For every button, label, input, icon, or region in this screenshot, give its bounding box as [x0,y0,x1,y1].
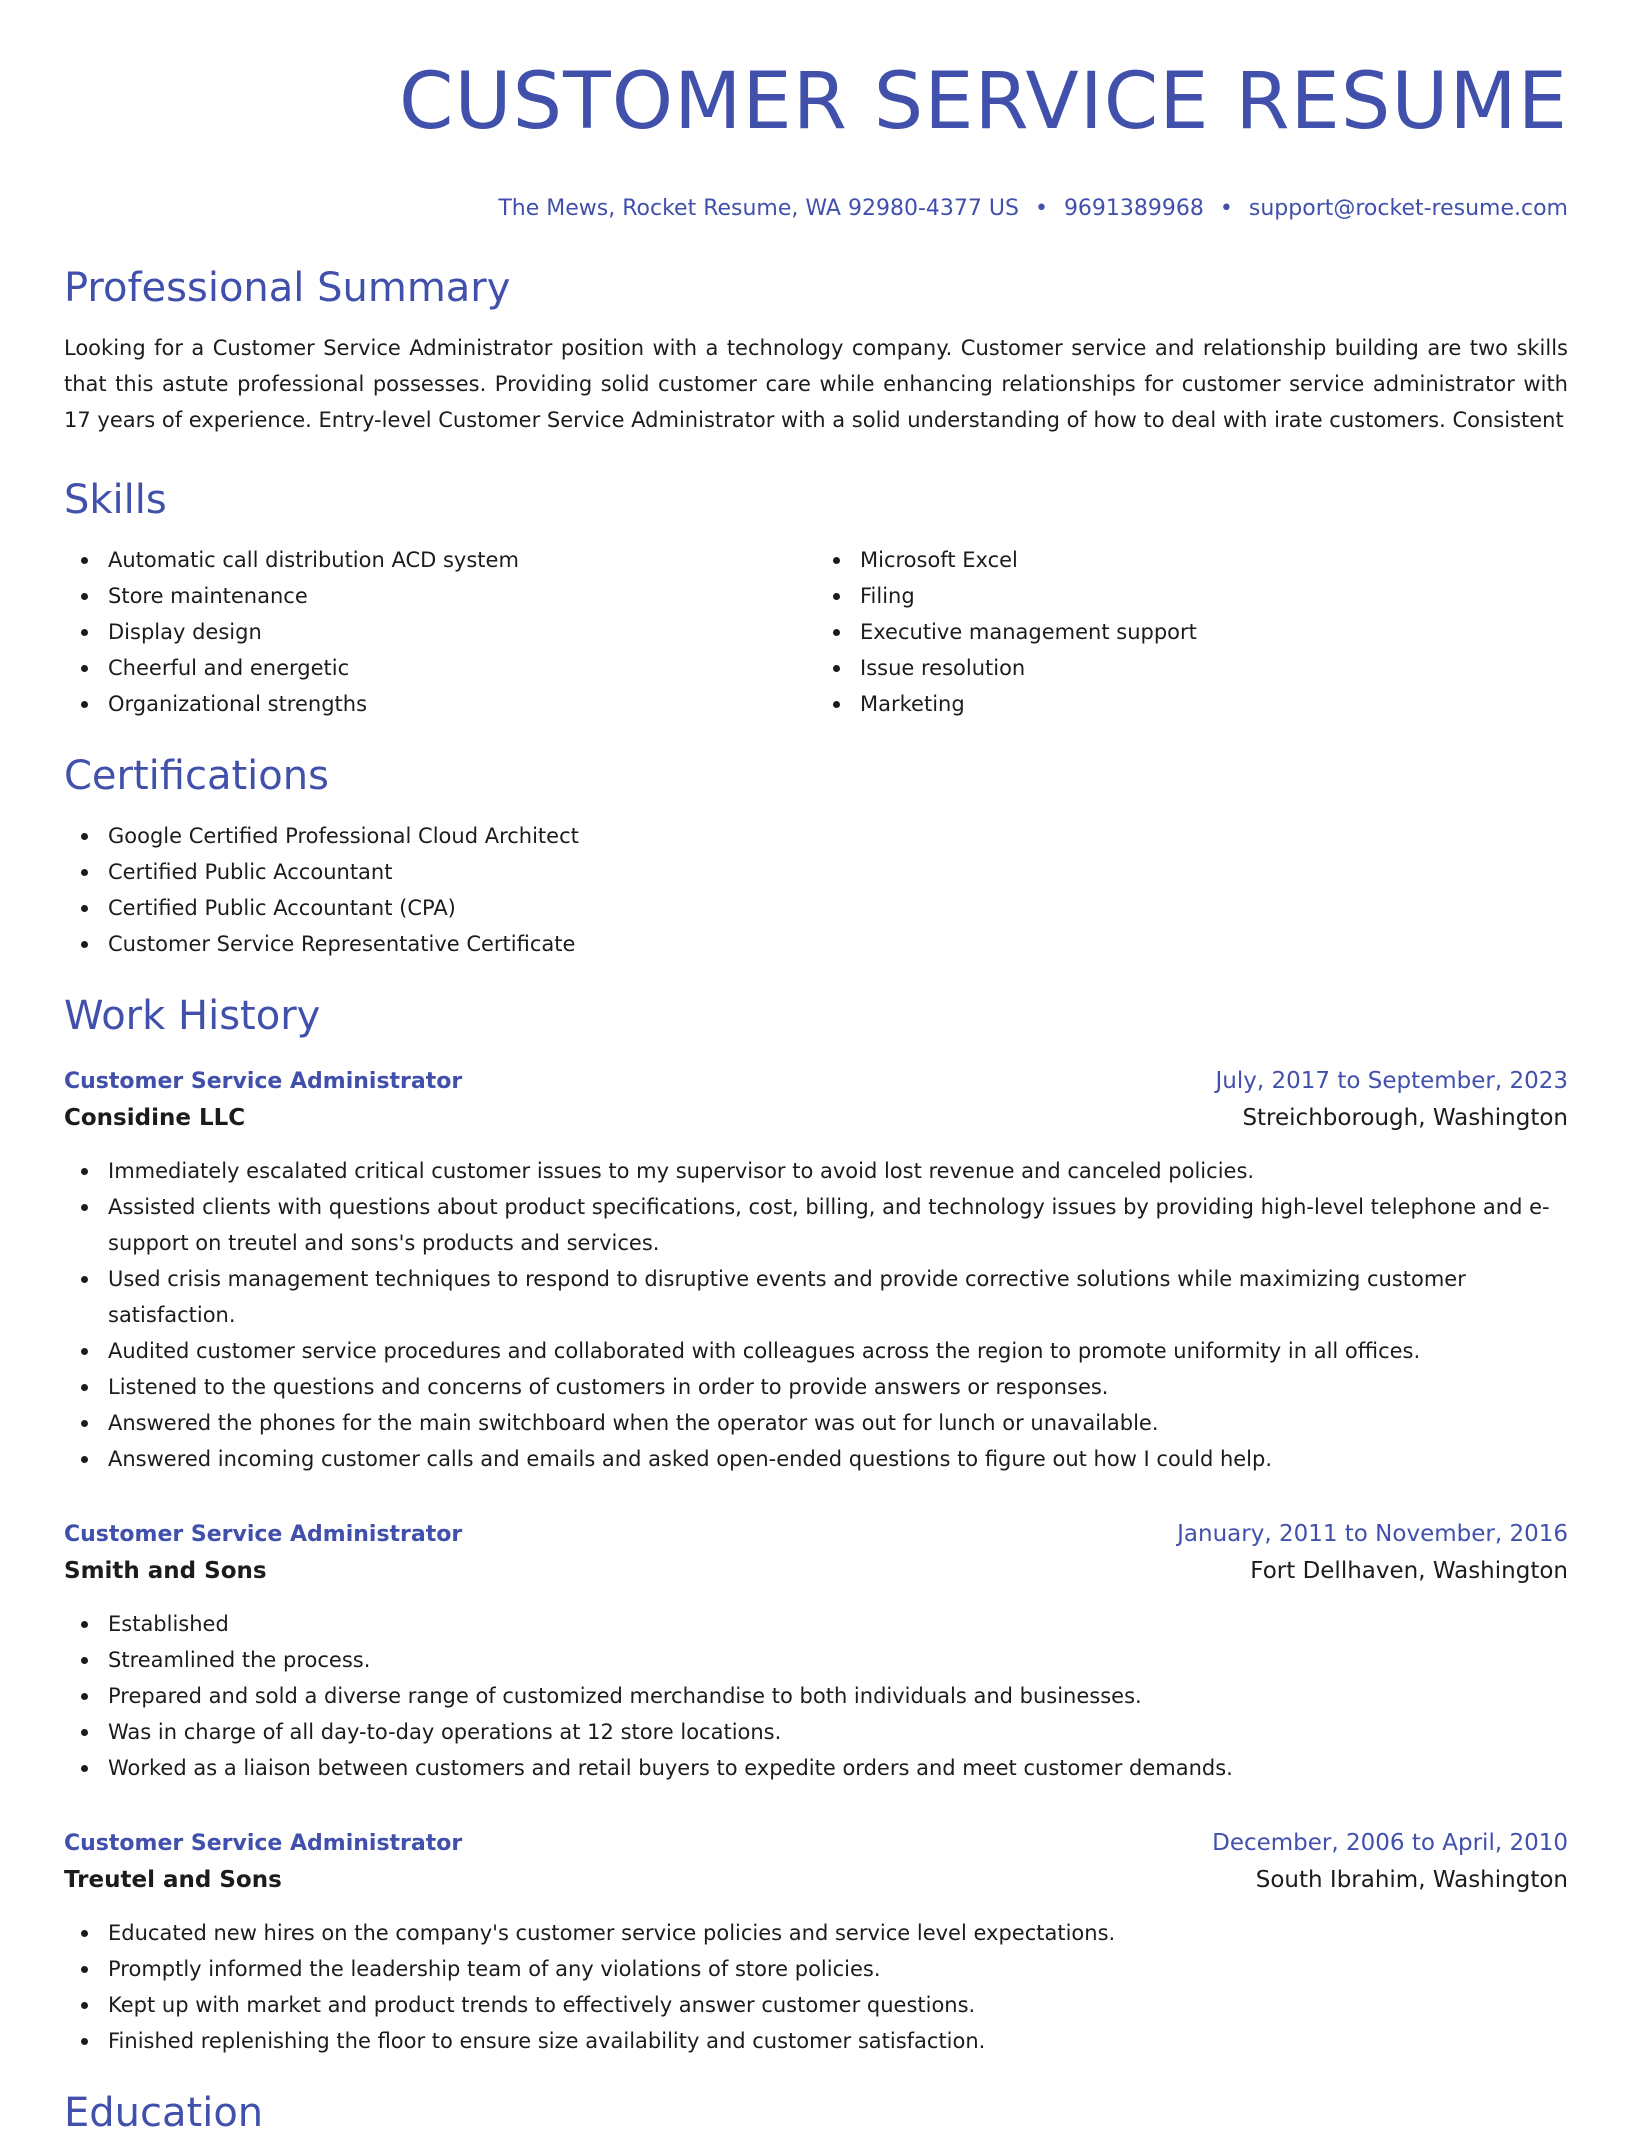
contact-address: The Mews, Rocket Resume, WA 92980-4377 US [498,196,1019,221]
job-bullet: Finished replenishing the floor to ensure size availability and customer satisfaction. [64,2023,1568,2059]
skill-item: Filing [816,578,1568,614]
contact-phone: 9691389968 [1063,196,1204,221]
job-header-row [64,1826,1568,1861]
job-location: Fort Dellhaven, Washington [1250,1558,1568,1584]
section-heading-summary: Professional Summary [64,265,511,311]
job-bullet: Kept up with market and product trends to effectively answer customer questions. [64,1987,1568,2023]
contact-separator: • [1219,196,1233,221]
job-bullet: Immediately escalated critical customer issues to my supervisor to avoid lost revenue and canceled policies. [64,1153,1568,1189]
skill-item: Marketing [816,686,1568,722]
job-bullet: Was in charge of all day-to-day operations at 12 store locations. [64,1714,1568,1750]
skill-item: Cheerful and energetic [64,650,816,686]
job-bullet: Promptly informed the leadership team of any violations of store policies. [64,1951,1568,1987]
job-header-row [64,1517,1568,1552]
job-bullet: Educated new hires on the company's customer service policies and service level expectations. [64,1915,1568,1951]
job-bullet: Prepared and sold a diverse range of customized merchandise to both individuals and businesses. [64,1678,1568,1714]
job-entry [64,1064,1568,1477]
skill-item: Issue resolution [816,650,1568,686]
education-section [64,2087,1568,2139]
job-bullet: Assisted clients with questions about product specifications, cost, billing, and technology issues by providing high-level telephone and e-support on treutel and sons's products and services. [64,1189,1568,1261]
skills-section [64,474,1568,722]
job-title: Customer Service Administrator [64,1831,463,1856]
skill-item: Executive management support [816,614,1568,650]
skill-item: Microsoft Excel [816,542,1568,578]
job-bullet: Answered the phones for the main switchboard when the operator was out for lunch or unavailable. [64,1405,1568,1441]
contact-line [64,194,1568,224]
contact-separator: • [1034,196,1048,221]
certifications-section [64,750,1568,962]
skills-grid [64,542,1568,722]
job-bullet: Established [64,1606,1568,1642]
job-bullet: Worked as a liaison between customers and retail buyers to expedite orders and meet customer demands. [64,1750,1568,1786]
certification-item: Certified Public Accountant [64,854,1568,890]
job-bullets [64,1606,1568,1786]
certifications-list [64,818,1568,962]
job-dates: December, 2006 to April, 2010 [1212,1830,1568,1856]
job-location: Streichborough, Washington [1242,1105,1568,1131]
job-bullet: Audited customer service procedures and collaborated with colleagues across the region to promote uniformity in all offices. [64,1333,1568,1369]
job-bullet: Answered incoming customer calls and emails and asked open-ended questions to figure out how I could help. [64,1441,1568,1477]
summary-section [64,262,1568,438]
job-bullet: Used crisis management techniques to respond to disruptive events and provide corrective solutions while maximizing customer satisfaction. [64,1261,1568,1333]
job-entry [64,1826,1568,2059]
skill-item: Organizational strengths [64,686,816,722]
section-heading-certifications: Certifications [64,753,329,799]
skill-item: Display design [64,614,816,650]
job-bullet: Streamlined the process. [64,1642,1568,1678]
summary-text: Looking for a Customer Service Administrator position with a technology company. Customer service and relationship building are two skills that this astute professional possesses. Providing solid customer care while enhancing relationships for customer service administrator with 17 years of experience. Entry-level Customer Service Administrator with a solid understanding of how to deal with irate customers. Consistent [64,336,1568,432]
certification-item: Customer Service Representative Certificate [64,926,1568,962]
section-heading-work-history: Work History [64,993,321,1039]
section-heading-education: Education [64,2090,264,2136]
job-location: South Ibrahim, Washington [1255,1867,1568,1893]
job-bullets [64,1153,1568,1477]
skill-item: Store maintenance [64,578,816,614]
job-dates: January, 2011 to November, 2016 [1177,1521,1568,1547]
certification-item: Certified Public Accountant (CPA) [64,890,1568,926]
job-bullets [64,1915,1568,2059]
job-entry [64,1517,1568,1786]
job-dates: July, 2017 to September, 2023 [1215,1068,1568,1094]
resume-title: CUSTOMER SERVICE RESUME [399,57,1568,147]
skill-item: Automatic call distribution ACD system [64,542,816,578]
job-company-row [64,1099,1568,1137]
job-title: Customer Service Administrator [64,1522,463,1547]
job-header-row [64,1064,1568,1099]
work-history-section [64,990,1568,2059]
section-heading-skills: Skills [64,477,167,523]
job-company: Smith and Sons [64,1558,267,1584]
job-company: Treutel and Sons [64,1867,282,1893]
job-company-row [64,1552,1568,1590]
job-company: Considine LLC [64,1105,246,1131]
certification-item: Google Certified Professional Cloud Architect [64,818,1568,854]
skills-list-left [64,542,816,722]
skills-list-right [816,542,1568,722]
job-bullet: Listened to the questions and concerns of customers in order to provide answers or responses. [64,1369,1568,1405]
job-title: Customer Service Administrator [64,1069,463,1094]
contact-email: support@rocket-resume.com [1248,196,1568,221]
job-company-row [64,1861,1568,1899]
